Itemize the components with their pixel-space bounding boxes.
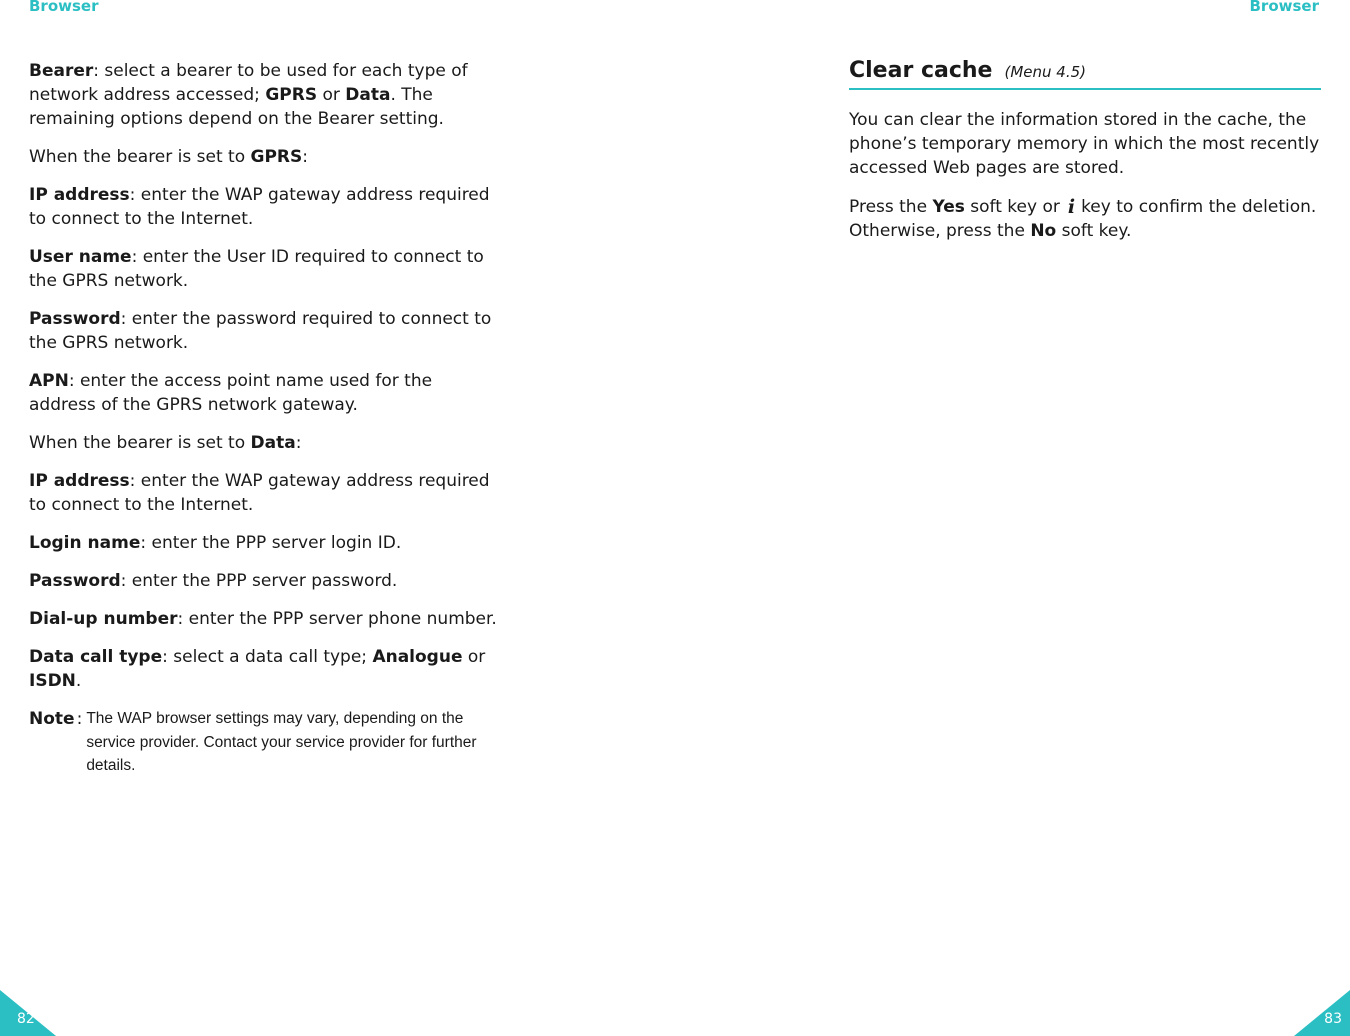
clear-cache-instructions: Press the Yes soft key or i key to confirm the deletion. Otherwise, press the No soft key.	[849, 196, 1317, 241]
page-number-right: 83	[1324, 1011, 1342, 1027]
bearer-paragraph: Bearer: select a bearer to be used for each type of network address accessed; GPRS or Data. The remaining options depend on the Bearer setting.	[29, 61, 468, 129]
menu-reference: (Menu 4.5)	[1004, 63, 1086, 81]
gprs-item: Password: enter the password required to connect to the GPRS network.	[29, 309, 492, 353]
gprs-item: APN: enter the access point name used for the address of the GPRS network gateway.	[29, 371, 433, 415]
section-title: Clear cache	[849, 58, 993, 83]
data-item: Login name: enter the PPP server login ID.	[29, 533, 402, 553]
section-heading	[849, 59, 1321, 90]
page-number-left: 82	[17, 1011, 35, 1027]
running-header-right: Browser	[1249, 0, 1319, 15]
data-intro: When the bearer is set to Data:	[29, 433, 302, 453]
data-item: IP address: enter the WAP gateway address required to connect to the Internet.	[29, 471, 490, 515]
note-text: The WAP browser settings may vary, depending on the service provider. Contact your service provider for further details.	[86, 710, 477, 774]
clear-cache-description: You can clear the information stored in the cache, the phone’s temporary memory in which the most recently accessed Web pages are stored.	[849, 110, 1320, 178]
note	[29, 707, 499, 778]
running-header-left: Browser	[29, 0, 99, 15]
note-colon: :	[76, 709, 83, 729]
gprs-item: IP address: enter the WAP gateway address required to connect to the Internet.	[29, 185, 490, 229]
gprs-intro: When the bearer is set to GPRS:	[29, 147, 308, 167]
data-item: Password: enter the PPP server password.	[29, 571, 398, 591]
right-page-body	[849, 59, 1321, 257]
gprs-item: User name: enter the User ID required to connect to the GPRS network.	[29, 247, 484, 291]
i-key-icon: i	[1067, 196, 1076, 218]
data-item: Dial-up number: enter the PPP server phone number.	[29, 609, 497, 629]
left-page-body	[29, 59, 499, 778]
data-call-type-item: Data call type: select a data call type; Analogue or ISDN.	[29, 647, 486, 691]
term: Bearer	[29, 61, 94, 81]
note-label: Note	[29, 709, 75, 729]
